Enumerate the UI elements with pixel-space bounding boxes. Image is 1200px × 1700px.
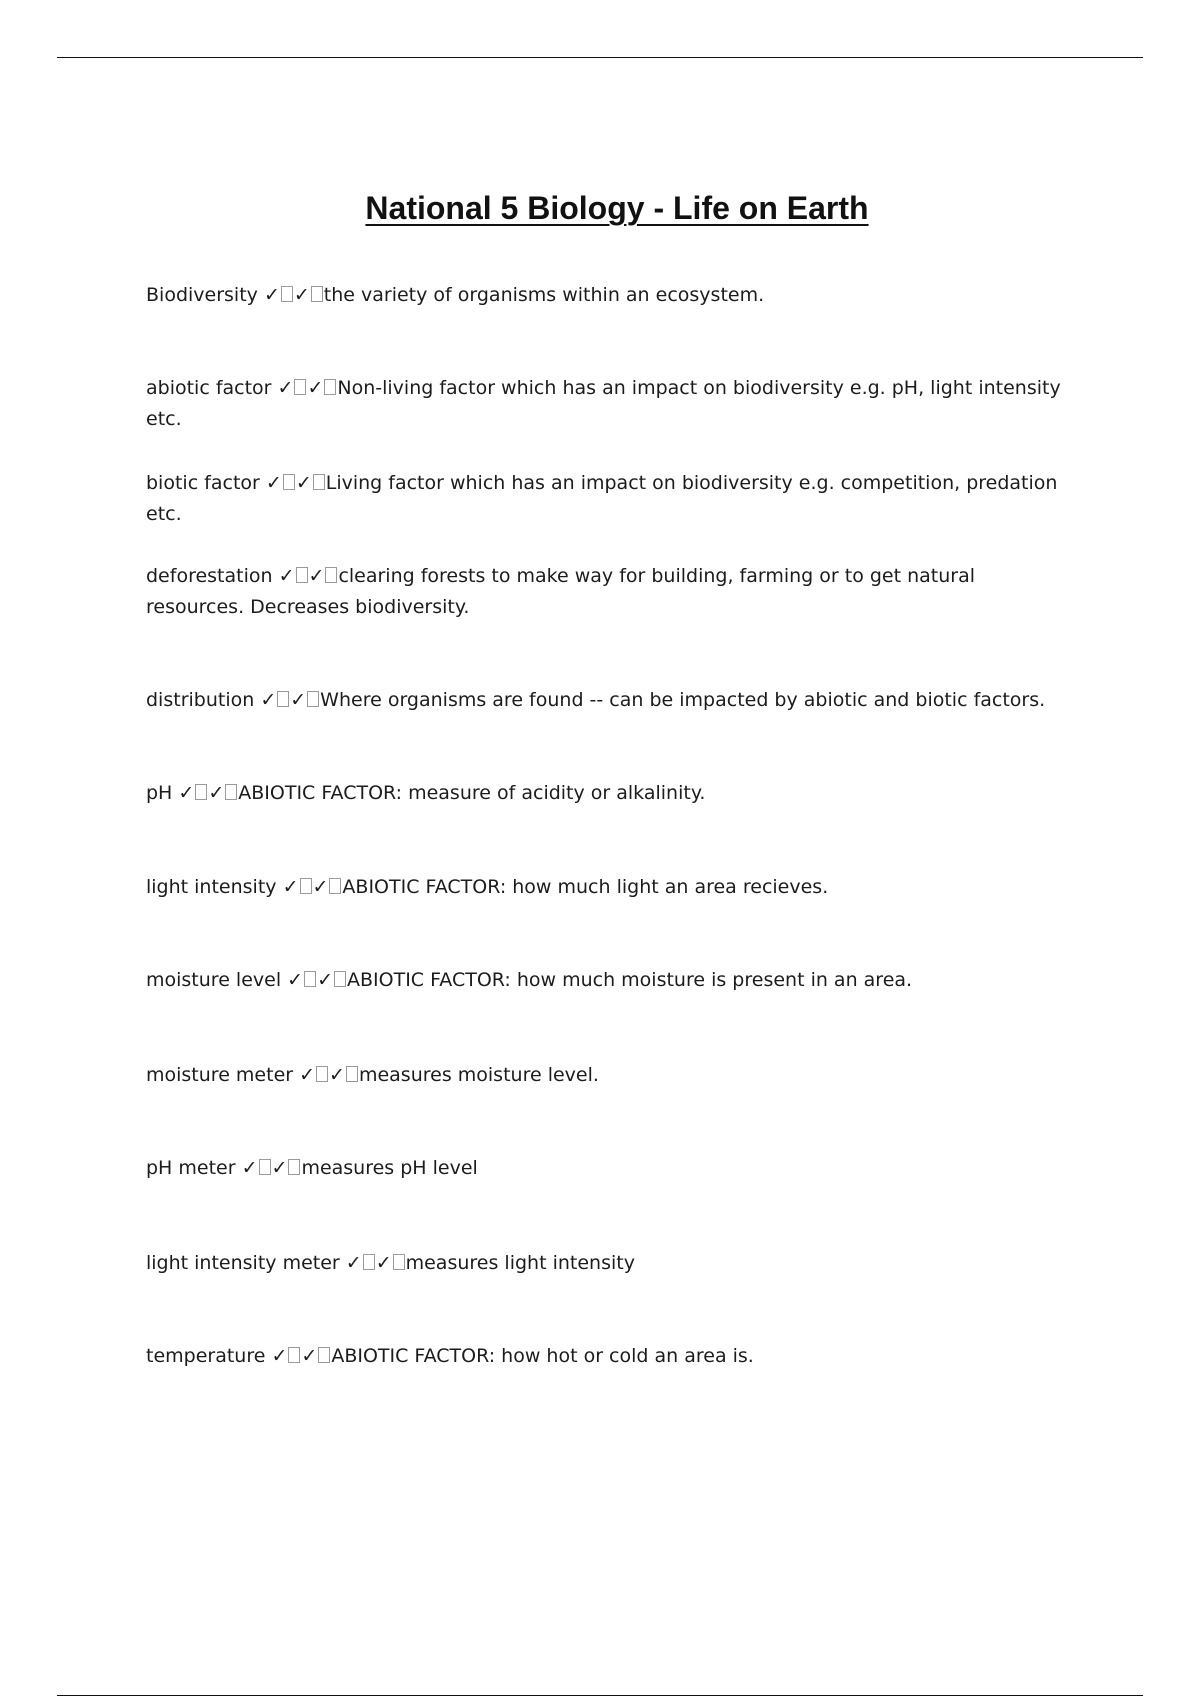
term: moisture level [146, 969, 282, 991]
term: pH meter [146, 1157, 236, 1179]
page-title: National 5 Biology - Life on Earth [365, 190, 869, 226]
checkmark-icon: ✓ [277, 377, 294, 399]
definition: Living factor which has an impact on biodiversity e.g. competition, predation etc. [146, 472, 1058, 525]
term: abiotic factor [146, 377, 272, 399]
missing-glyph-icon [259, 1159, 271, 1175]
checkmark-icon: ✓ [208, 782, 225, 804]
term: light intensity meter [146, 1252, 340, 1274]
missing-glyph-icon [346, 1066, 358, 1082]
checkmark-icon: ✓ [290, 689, 307, 711]
checkmark-icon: ✓ [308, 565, 325, 587]
checkmark-icon: ✓ [178, 782, 195, 804]
list-item [146, 373, 1076, 435]
list-item [146, 1060, 1076, 1091]
missing-glyph-icon [281, 286, 293, 302]
checkmark-icon: ✓ [375, 1252, 392, 1274]
checkmark-icon: ✓ [265, 472, 282, 494]
missing-glyph-icon [316, 1066, 328, 1082]
list-item [146, 468, 1076, 530]
term: pH [146, 782, 173, 804]
missing-glyph-icon [393, 1254, 405, 1270]
list-item [146, 685, 1076, 716]
checkmark-icon: ✓ [329, 1064, 345, 1086]
list-item [146, 1153, 1076, 1184]
missing-glyph-icon [288, 1159, 300, 1175]
checkmark-icon: ✓ [271, 1157, 288, 1179]
term: temperature [146, 1345, 266, 1367]
checkmark-icon: ✓ [293, 284, 310, 306]
missing-glyph-icon [294, 379, 306, 395]
term: deforestation [146, 565, 273, 587]
definition: Where organisms are found -- can be impacted by abiotic and biotic factors. [320, 689, 1046, 711]
checkmark-icon: ✓ [299, 1064, 316, 1086]
list-item [146, 280, 1076, 311]
checkmark-icon: ✓ [307, 377, 324, 399]
checkmark-icon: ✓ [287, 969, 304, 991]
list-item [146, 778, 1076, 809]
definition: measures pH level [301, 1157, 478, 1179]
checkmark-icon: ✓ [263, 284, 280, 306]
missing-glyph-icon [296, 567, 308, 583]
missing-glyph-icon [311, 286, 323, 302]
definition: ABIOTIC FACTOR: how hot or cold an area is. [331, 1345, 754, 1367]
missing-glyph-icon [304, 971, 316, 987]
top-rule [57, 57, 1143, 58]
checkmark-icon: ✓ [317, 969, 333, 991]
missing-glyph-icon [283, 474, 295, 490]
definition: ABIOTIC FACTOR: how much light an area recieves. [342, 876, 829, 898]
checkmark-icon: ✓ [312, 876, 329, 898]
definition: measures moisture level. [358, 1064, 599, 1086]
missing-glyph-icon [318, 1347, 330, 1363]
term: biotic factor [146, 472, 260, 494]
term: distribution [146, 689, 255, 711]
missing-glyph-icon [313, 474, 325, 490]
checkmark-icon: ✓ [345, 1252, 362, 1274]
checkmark-icon: ✓ [295, 472, 312, 494]
definition: Non-living factor which has an impact on biodiversity e.g. pH, light intensity etc. [146, 377, 1061, 430]
missing-glyph-icon [325, 567, 337, 583]
checkmark-icon: ✓ [301, 1345, 318, 1367]
checkmark-icon: ✓ [282, 876, 299, 898]
missing-glyph-icon [288, 1347, 300, 1363]
definition: ABIOTIC FACTOR: how much moisture is present in an area. [347, 969, 913, 991]
missing-glyph-icon [195, 784, 207, 800]
missing-glyph-icon [225, 784, 237, 800]
checkmark-icon: ✓ [260, 689, 277, 711]
checkmark-icon: ✓ [278, 565, 295, 587]
missing-glyph-icon [324, 379, 336, 395]
definition: the variety of organisms within an ecosystem. [323, 284, 765, 306]
list-item [146, 965, 1076, 996]
missing-glyph-icon [300, 878, 312, 894]
list-item [146, 561, 1076, 623]
definition: clearing forests to make way for building, farming or to get natural resources. Decreases biodiversity. [146, 565, 976, 618]
term: light intensity [146, 876, 277, 898]
checkmark-icon: ✓ [241, 1157, 258, 1179]
definition: measures light intensity [405, 1252, 635, 1274]
list-item [146, 1341, 1076, 1372]
missing-glyph-icon [363, 1254, 375, 1270]
term: moisture meter [146, 1064, 294, 1086]
missing-glyph-icon [307, 691, 319, 707]
bottom-rule [57, 1695, 1143, 1696]
definition: ABIOTIC FACTOR: measure of acidity or alkalinity. [238, 782, 706, 804]
term: Biodiversity [146, 284, 258, 306]
missing-glyph-icon [277, 691, 289, 707]
checkmark-icon: ✓ [271, 1345, 288, 1367]
missing-glyph-icon [329, 878, 341, 894]
list-item [146, 872, 1076, 903]
list-item [146, 1248, 1076, 1279]
missing-glyph-icon [334, 971, 346, 987]
